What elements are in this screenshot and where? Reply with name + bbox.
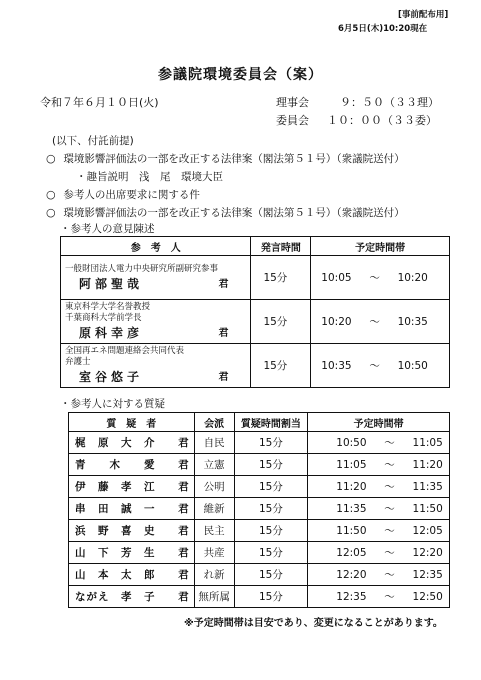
party: 無所属 bbox=[194, 586, 234, 608]
meeting-date: 令和７年６月１０日(火) bbox=[40, 96, 159, 109]
table-row bbox=[61, 300, 450, 344]
allotment: 15分 bbox=[234, 542, 308, 564]
agenda-item-3-sub: ・参考人の意見陳述 bbox=[60, 223, 155, 235]
allotment: 15分 bbox=[234, 586, 308, 608]
agenda-item-1 bbox=[46, 151, 405, 166]
questioner-name: 伊 藤 孝 江 君 bbox=[69, 476, 195, 498]
witness-timeslot: 10:05 ～ 10:20 bbox=[311, 256, 450, 300]
questioner-name: 浜 野 喜 史 君 bbox=[69, 520, 195, 542]
duration-col-header: 発言時間 bbox=[251, 237, 311, 256]
party: れ新 bbox=[194, 564, 234, 586]
session-label-board: 理事会 bbox=[276, 96, 309, 109]
questioner-name: ながえ 孝 子 君 bbox=[69, 586, 195, 608]
agenda-item-2 bbox=[46, 187, 200, 202]
witness-timeslot: 10:35 ～ 10:50 bbox=[311, 344, 450, 388]
qa-table-header bbox=[69, 413, 450, 432]
party: 自民 bbox=[194, 432, 234, 454]
page-title: 参議院環境委員会（案） bbox=[158, 67, 323, 83]
witness-duration: 15分 bbox=[251, 300, 311, 344]
table-row bbox=[69, 432, 450, 454]
timeslot: 12:05 ～ 12:20 bbox=[308, 542, 450, 564]
witness-name: 阿部聖哉 君 bbox=[79, 276, 229, 291]
timeslot: 11:35 ～ 11:50 bbox=[308, 498, 450, 520]
table-row bbox=[61, 344, 450, 388]
agenda-item-3 bbox=[46, 205, 405, 220]
party: 維新 bbox=[194, 498, 234, 520]
party: 立憲 bbox=[194, 454, 234, 476]
questioner-name: 山 下 芳 生 君 bbox=[69, 542, 195, 564]
witness-table-header bbox=[61, 237, 450, 256]
table-row bbox=[69, 520, 450, 542]
timeslot: 11:20 ～ 11:35 bbox=[308, 476, 450, 498]
preface-note: (以下、付託前提) bbox=[52, 135, 134, 147]
party: 民主 bbox=[194, 520, 234, 542]
timeslot: 12:35 ～ 12:50 bbox=[308, 586, 450, 608]
timeslot: 10:50 ～ 11:05 bbox=[308, 432, 450, 454]
witness-affiliation: 弁護士 bbox=[65, 357, 91, 367]
table-row bbox=[69, 476, 450, 498]
circle-bullet-icon: ○ bbox=[46, 188, 56, 201]
witness-affiliation: 全国再エネ問題連絡会共同代表 bbox=[65, 346, 185, 356]
party: 共産 bbox=[194, 542, 234, 564]
session-time-board: ９：５０（３３理） bbox=[340, 96, 439, 109]
witness-name: 室谷悠子 君 bbox=[79, 370, 229, 384]
witness-table bbox=[60, 236, 450, 388]
questioner-col-header: 質 疑 者 bbox=[69, 413, 195, 432]
allotment: 15分 bbox=[234, 432, 308, 454]
witness-cell bbox=[61, 344, 251, 388]
table-row bbox=[69, 454, 450, 476]
party-col-header: 会派 bbox=[194, 413, 234, 432]
agenda-item-3-text: 環境影響評価法の一部を改正する法律案（閣法第５１号）（衆議院送付） bbox=[63, 207, 405, 219]
allotment: 15分 bbox=[234, 498, 308, 520]
agenda-item-1-sub: ・趣旨説明 浅 尾 環境大臣 bbox=[76, 171, 223, 183]
witness-timeslot: 10:20 ～ 10:35 bbox=[311, 300, 450, 344]
agenda-item-2-text: 参考人の出席要求に関する件 bbox=[63, 189, 200, 201]
table-row bbox=[69, 586, 450, 608]
document-tag: [事前配布用] bbox=[398, 10, 449, 20]
allotment: 15分 bbox=[234, 520, 308, 542]
party: 公明 bbox=[194, 476, 234, 498]
questioner-name: 串 田 誠 一 君 bbox=[69, 498, 195, 520]
witness-col-header: 参 考 人 bbox=[61, 237, 251, 256]
witness-affiliation: 一般財団法人電力中央研究所副研究参事 bbox=[65, 263, 219, 274]
allotment: 15分 bbox=[234, 454, 308, 476]
witness-affiliation: 千葉商科大学前学長 bbox=[65, 313, 142, 323]
witness-name: 原科幸彦 君 bbox=[79, 326, 229, 340]
circle-bullet-icon: ○ bbox=[46, 152, 56, 165]
allotment: 15分 bbox=[234, 564, 308, 586]
witness-affiliation: 東京科学大学名誉教授 bbox=[65, 302, 151, 312]
schedule-col-header: 予定時間帯 bbox=[308, 413, 450, 432]
timeslot: 11:05 ～ 11:20 bbox=[308, 454, 450, 476]
table-row bbox=[61, 256, 450, 300]
agenda-item-1-text: 環境影響評価法の一部を改正する法律案（閣法第５１号）（衆議院送付） bbox=[63, 153, 405, 165]
allotment: 15分 bbox=[234, 476, 308, 498]
questioner-name: 梶 原 大 介 君 bbox=[69, 432, 195, 454]
circle-bullet-icon: ○ bbox=[46, 206, 56, 219]
questioner-name: 山 本 太 郎 君 bbox=[69, 564, 195, 586]
qa-table bbox=[68, 412, 450, 608]
witness-duration: 15分 bbox=[251, 256, 311, 300]
allotment-col-header: 質疑時間割当 bbox=[234, 413, 308, 432]
table-row bbox=[69, 498, 450, 520]
qa-section-label: ・参考人に対する質疑 bbox=[60, 398, 165, 410]
witness-cell bbox=[61, 300, 251, 344]
timeslot: 11:50 ～ 12:05 bbox=[308, 520, 450, 542]
schedule-col-header: 予定時間帯 bbox=[311, 237, 450, 256]
footnote: ※予定時間帯は目安であり、変更になることがあります。 bbox=[184, 618, 443, 629]
timeslot: 12:20 ～ 12:35 bbox=[308, 564, 450, 586]
table-row bbox=[69, 564, 450, 586]
table-row bbox=[69, 542, 450, 564]
witness-duration: 15分 bbox=[251, 344, 311, 388]
witness-cell bbox=[61, 256, 251, 300]
session-time-committee: １０：００（３３委） bbox=[327, 114, 437, 127]
session-label-committee: 委員会 bbox=[276, 114, 309, 127]
questioner-name: 青 木 愛 君 bbox=[69, 454, 195, 476]
timestamp: 6月5日(木)10:20現在 bbox=[338, 24, 428, 34]
